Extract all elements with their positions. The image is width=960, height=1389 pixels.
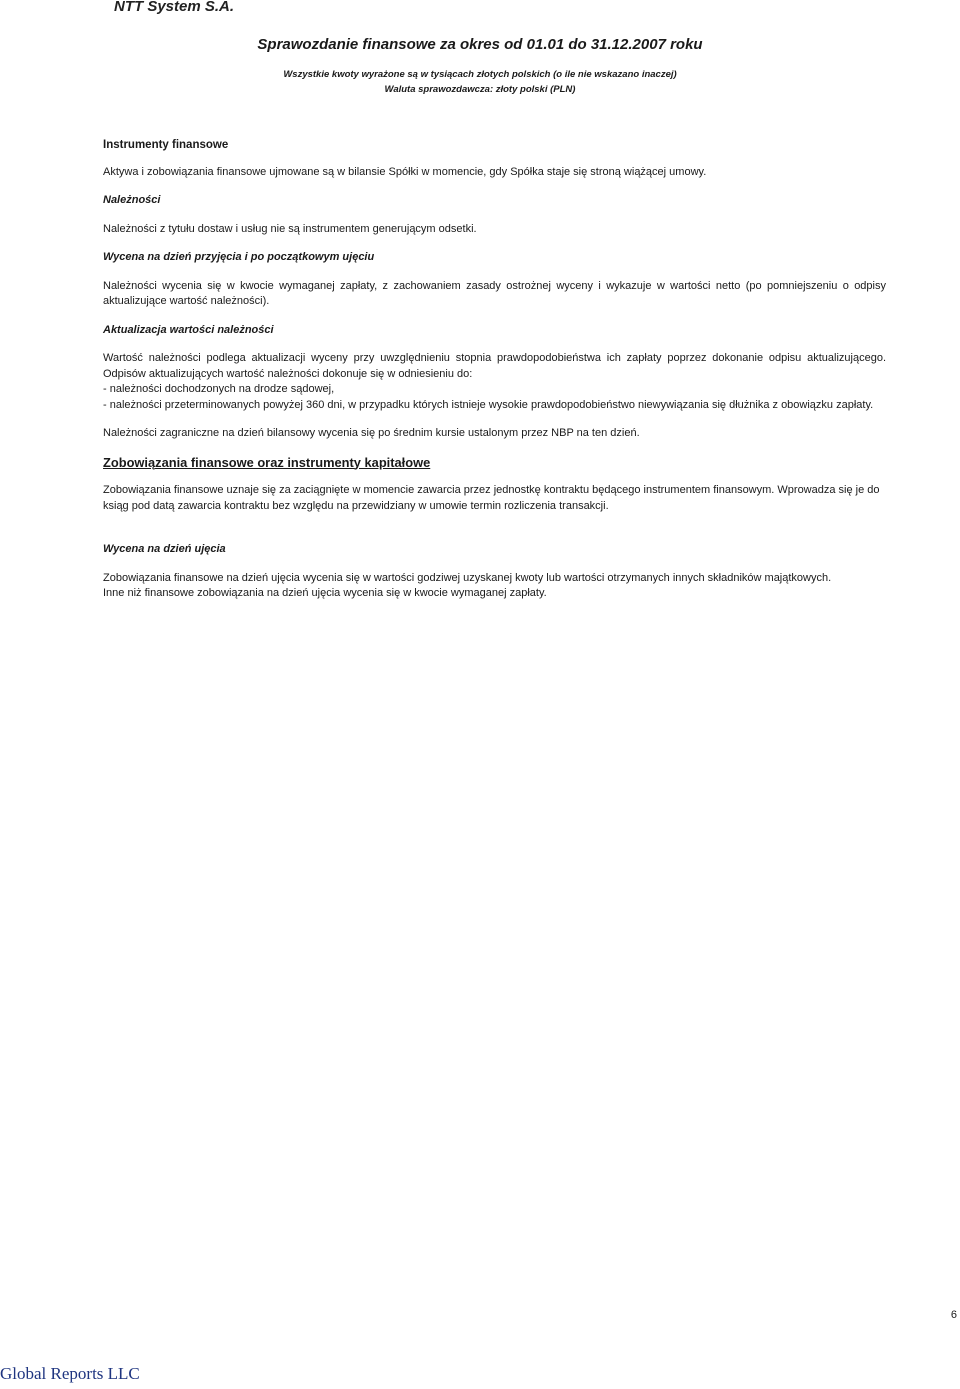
paragraph-zagraniczne: Należności zagraniczne na dzień bilansowy wycenia się po średnim kursie ustalonym przez NBP na ten dzień. <box>103 427 640 439</box>
heading-zobowiazania: Zobowiązania finansowe oraz instrumenty kapitałowe <box>103 454 431 470</box>
paragraph-wycena-ujecia-1: Zobowiązania finansowe na dzień ujęcia wycenia się w wartości godziwej uzyskanej kwoty lub wartości otrzymanych innych składników majątkowych. <box>103 571 832 584</box>
currency-note: Wszystkie kwoty wyrażone są w tysiącach złotych polskich (o ile nie wskazano inaczej) <box>283 69 677 80</box>
heading-aktualizacja: Aktualizacja wartości należności <box>103 323 274 336</box>
heading-wycena-przyjecia: Wycena na dzień przyjęcia i po początkowym ujęciu <box>103 251 375 263</box>
paragraph-instrumenty: Aktywa i zobowiązania finansowe ujmowane są w bilansie Spółki w momencie, gdy Spółka staje się stroną wiążącej umowy. <box>103 165 707 178</box>
reporting-currency-note: Waluta sprawozdawcza: złoty polski (PLN) <box>384 84 576 95</box>
paragraph-aktualizacja: Wartość należności podlega aktualizacji wyceny przy uwzględnieniu stopnia prawdopodobieństwa ich zapłaty poprzez dokonanie odpisu aktualizującego. Odpisów aktualizujących wartość należności dokonuje się w odniesieniu do: <box>103 352 886 380</box>
list-item-sadowe: - należności dochodzonych na drodze sądowej, <box>103 383 335 395</box>
heading-instrumenty-finansowe: Instrumenty finansowe <box>103 139 229 151</box>
report-title: Sprawozdanie finansowe za okres od 01.01 do 31.12.2007 roku <box>257 36 703 53</box>
paragraph-zobowiazania: Zobowiązania finansowe uznaje się za zaciągnięte w momencie zawarcia przez jednostkę kontraktu będącego instrumentem finansowym. Wprowadza się je do ksiąg pod datą zawarcia kontraktu bez względu na przewidziany w umowie termin rozliczenia transakcji. <box>103 484 880 512</box>
heading-naleznosci: Należności <box>103 194 161 206</box>
list-item-przeterminowane: - należności przeterminowanych powyżej 360 dni, w przypadku których istnieje wysokie prawdopodobieństwo niewywiązania się dłużnika z obowiązku zapłaty. <box>103 398 874 411</box>
page-number: 6 <box>950 1309 957 1321</box>
paragraph-wycena-ujecia-2: Inne niż finansowe zobowiązania na dzień ujęcia wycenia się w kwocie wymaganej zapłaty. <box>103 587 547 599</box>
document-body <box>103 138 886 602</box>
paragraph-wycena-przyjecia: Należności wycenia się w kwocie wymaganej zapłaty, z zachowaniem zasady ostrożnej wyceny i wykazuje w wartości netto (po pomniejszeniu o odpisy aktualizujące wartość należności). <box>103 279 886 307</box>
footer-watermark: Global Reports LLC <box>0 1364 140 1383</box>
paragraph-naleznosci: Należności z tytułu dostaw i usług nie są instrumentem generującym odsetki. <box>103 222 477 235</box>
company-name: NTT System S.A. <box>114 0 235 15</box>
heading-wycena-ujecia: Wycena na dzień ujęcia <box>103 543 226 555</box>
